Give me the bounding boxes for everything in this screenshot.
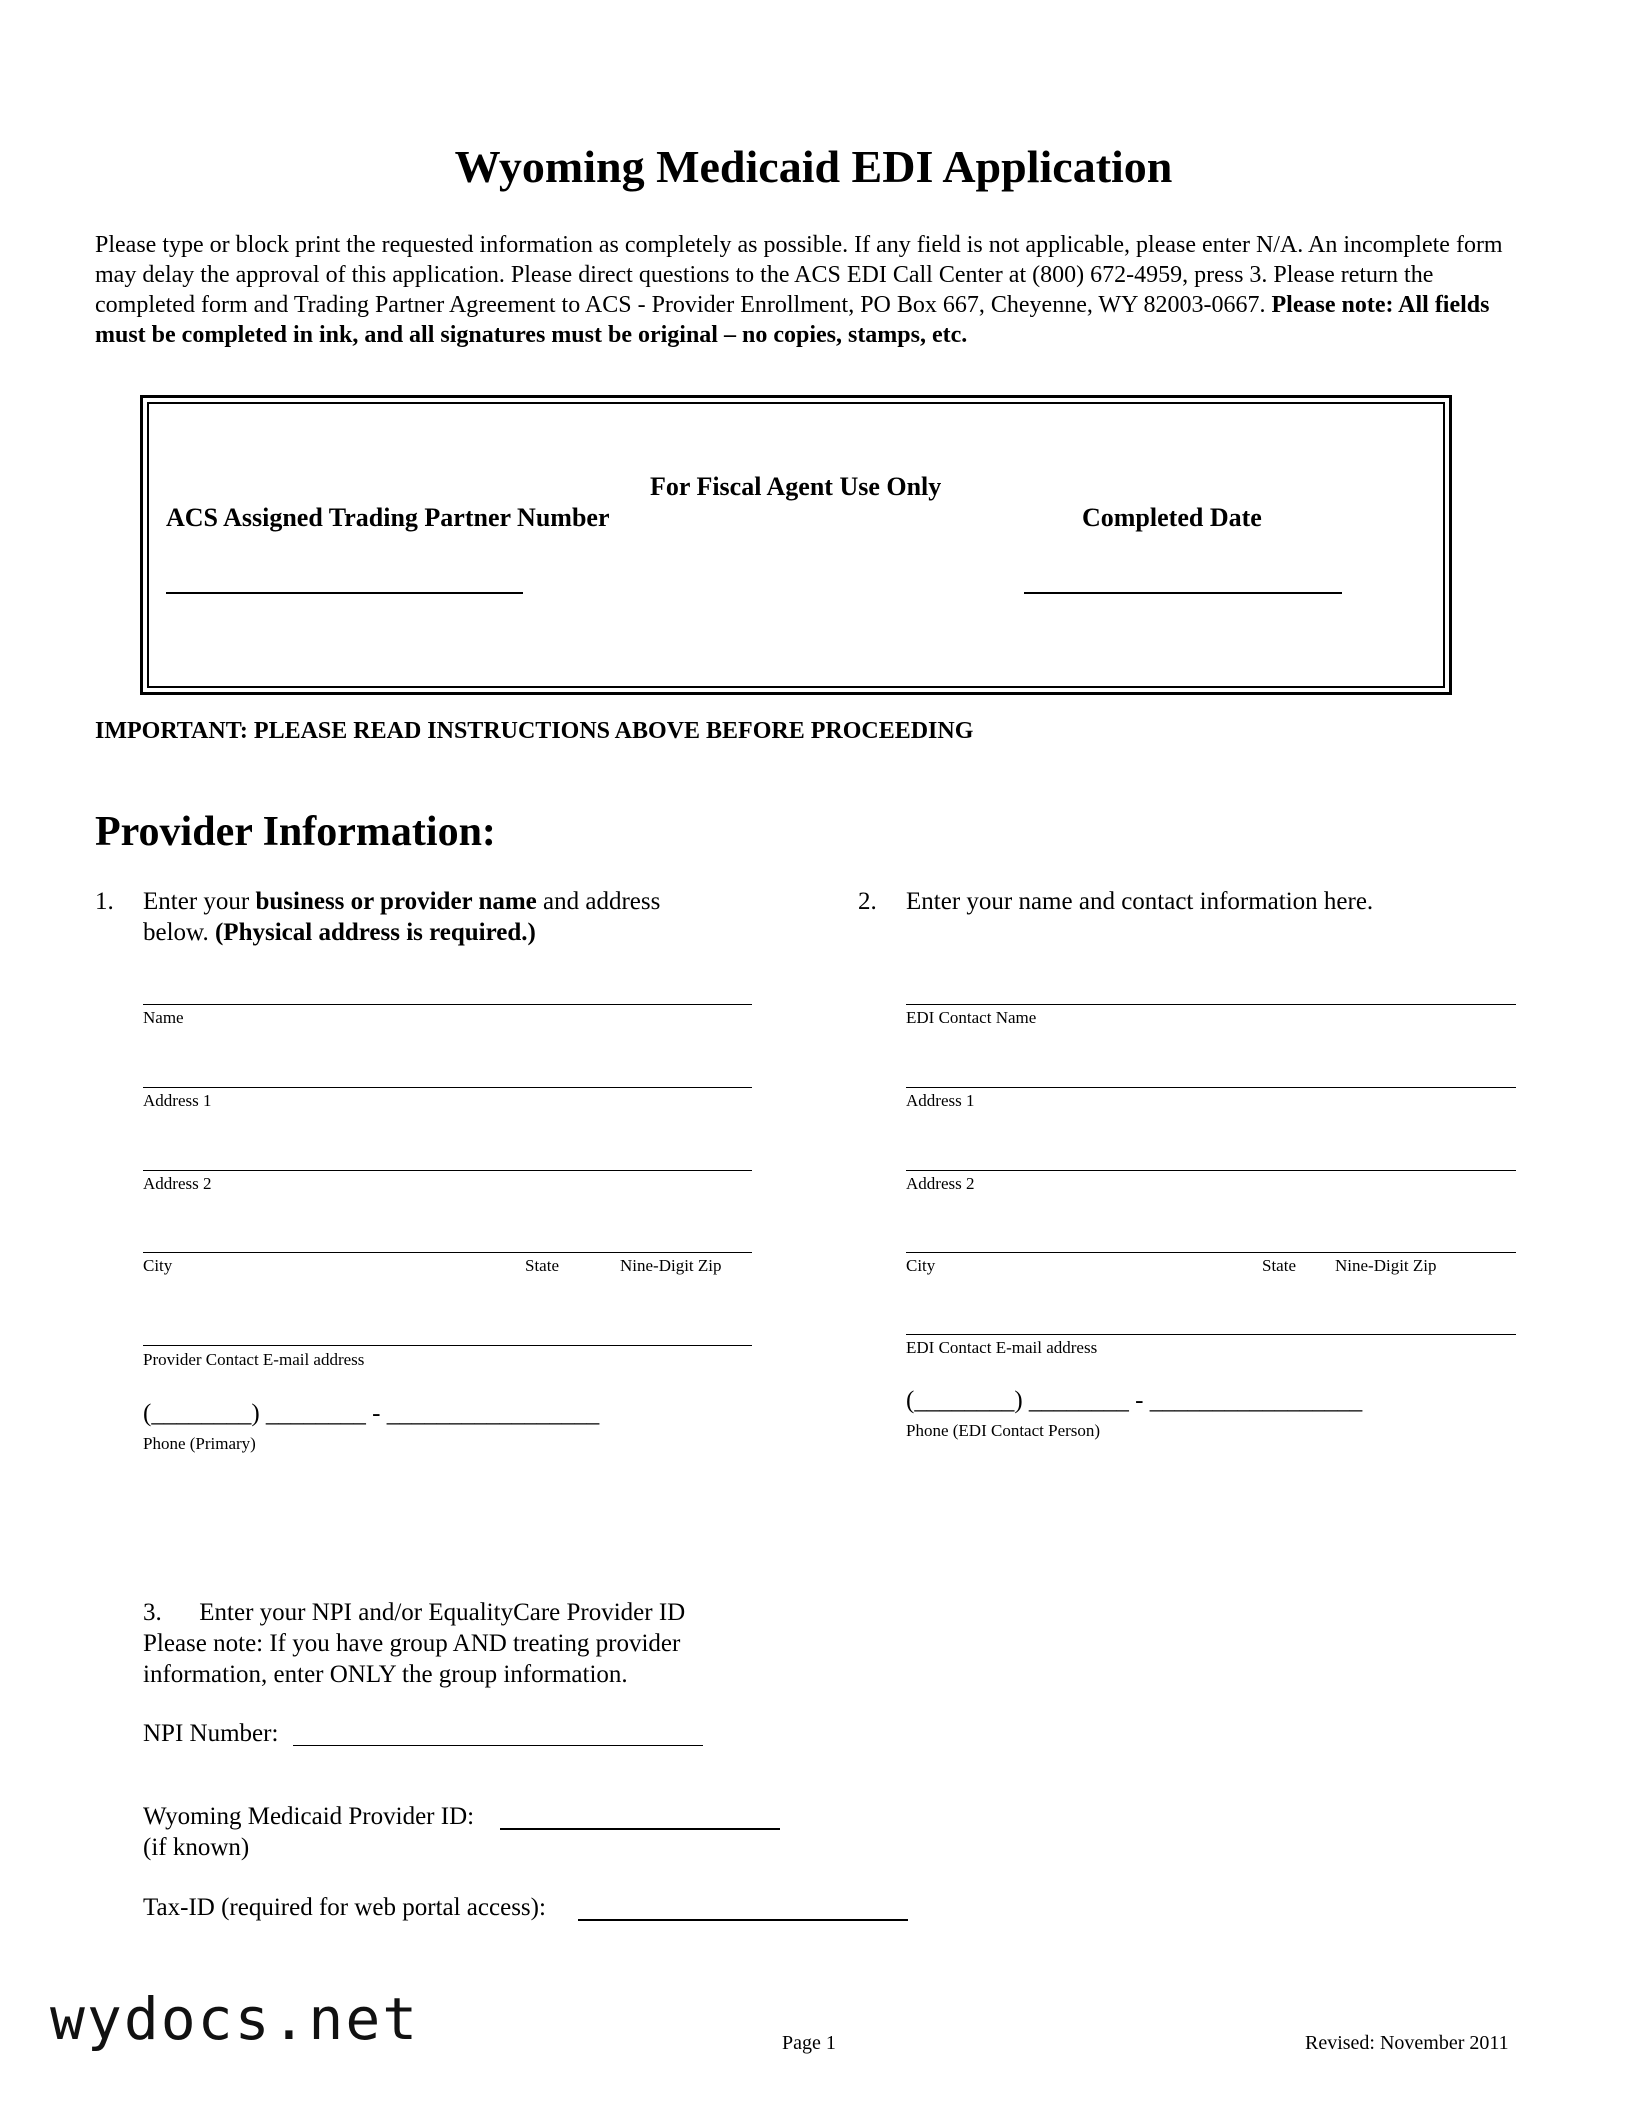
edi-email-label: EDI Contact E-mail address <box>906 1338 1098 1357</box>
provider-address1-field[interactable] <box>143 1087 752 1088</box>
q3-line3: information, enter ONLY the group information. <box>143 1661 628 1688</box>
edi-phone-label: Phone (EDI Contact Person) <box>906 1421 1101 1440</box>
provider-phone-label: Phone (Primary) <box>143 1434 256 1453</box>
medicaid-id-label: Wyoming Medicaid Provider ID: <box>143 1803 475 1830</box>
important-notice: IMPORTANT: PLEASE READ INSTRUCTIONS ABOVE BEFORE PROCEEDING <box>95 718 974 744</box>
provider-email-field[interactable] <box>143 1345 752 1346</box>
edi-address2-label: Address 2 <box>906 1174 975 1193</box>
edi-contact-name-field[interactable] <box>906 1004 1516 1005</box>
fiscal-agent-box-inner <box>147 402 1445 688</box>
fiscal-agent-heading: For Fiscal Agent Use Only <box>650 472 942 501</box>
edi-city-state-zip-field[interactable] <box>906 1252 1516 1253</box>
provider-email-label: Provider Contact E-mail address <box>143 1350 365 1369</box>
revised-date: Revised: November 2011 <box>1305 2032 1509 2054</box>
provider-address1-label: Address 1 <box>143 1091 212 1110</box>
section-title: Provider Information: <box>95 809 496 855</box>
trading-partner-number-field[interactable] <box>166 592 523 594</box>
edi-city-label: City <box>906 1256 936 1275</box>
page-title: Wyoming Medicaid EDI Application <box>454 141 1173 192</box>
page-number: Page 1 <box>782 2032 836 2054</box>
q1-line2-pre: below. <box>143 919 215 946</box>
tax-id-field[interactable] <box>578 1919 908 1921</box>
provider-name-field[interactable] <box>143 1004 752 1005</box>
medicaid-id-sublabel: (if known) <box>143 1834 250 1861</box>
edi-state-label: State <box>1262 1256 1296 1275</box>
trading-partner-label: ACS Assigned Trading Partner Number <box>166 503 610 532</box>
fiscal-agent-box <box>140 395 1452 695</box>
q1-line2-bold: (Physical address is required.) <box>214 919 536 946</box>
edi-address2-field[interactable] <box>906 1170 1516 1171</box>
provider-name-label: Name <box>143 1008 184 1027</box>
medicaid-id-field[interactable] <box>500 1828 780 1830</box>
q2-text: Enter your name and contact information here. <box>906 888 1374 915</box>
edi-zip-label: Nine-Digit Zip <box>1335 1256 1437 1275</box>
q1-text <box>143 886 763 948</box>
edi-address1-label: Address 1 <box>906 1091 975 1110</box>
edi-contact-name-label: EDI Contact Name <box>906 1008 1037 1027</box>
provider-address2-label: Address 2 <box>143 1174 212 1193</box>
completed-date-label: Completed Date <box>1082 503 1262 532</box>
provider-address2-field[interactable] <box>143 1170 752 1171</box>
tax-id-label: Tax-ID (required for web portal access): <box>143 1894 546 1921</box>
provider-state-label: State <box>525 1256 559 1275</box>
q3-line2: Please note: If you have group AND treating provider <box>143 1630 681 1657</box>
instructions <box>95 230 1535 350</box>
q1-pre: Enter your <box>143 888 256 915</box>
edi-phone-field[interactable]: (________) ________ - _________________ <box>906 1387 1363 1414</box>
npi-number-field[interactable] <box>293 1745 703 1746</box>
provider-phone-field[interactable]: (________) ________ - _________________ <box>143 1400 600 1427</box>
provider-city-label: City <box>143 1256 173 1275</box>
watermark: wydocs.net <box>50 1985 420 2053</box>
q3-line1: 3. Enter your NPI and/or EqualityCare Provider ID <box>143 1599 686 1626</box>
q1-post: and address <box>536 888 661 915</box>
provider-zip-label: Nine-Digit Zip <box>620 1256 722 1275</box>
instructions-text: Please type or block print the requested information as completely as possible. If any field is not applicable, please enter N/A. An incomplete form may delay the approval of this application. Please direct questions to the ACS EDI Call Center at (800) 672-4959, press 3. Please return the completed form and Trading Partner Agreement to ACS - Provider Enrollment, PO Box 667, Cheyenne, WY 82003-0667. <box>95 232 1503 318</box>
q2-number: 2. <box>858 888 877 915</box>
q1-number: 1. <box>95 888 114 915</box>
npi-label: NPI Number: <box>143 1720 279 1747</box>
completed-date-field[interactable] <box>1024 592 1342 594</box>
edi-address1-field[interactable] <box>906 1087 1516 1088</box>
q1-bold: business or provider name <box>255 888 537 915</box>
provider-city-state-zip-field[interactable] <box>143 1252 752 1253</box>
edi-email-field[interactable] <box>906 1334 1516 1335</box>
instructions-note: Please note: All fields must be completed in ink, and all signatures must be original – no copies, stamps, etc. <box>95 292 1490 348</box>
